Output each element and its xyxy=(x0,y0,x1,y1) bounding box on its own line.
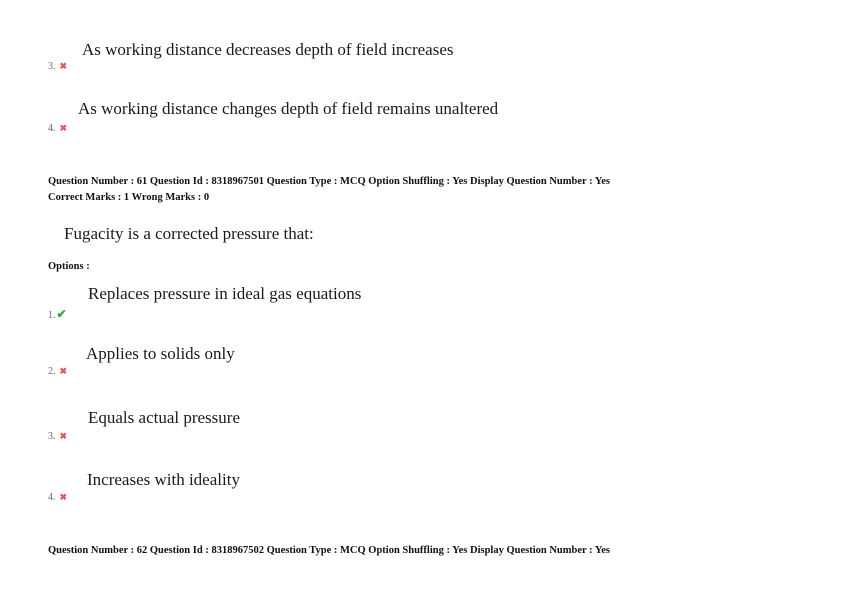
wrong-mark-icon: ✖ xyxy=(59,123,68,133)
correct-check-icon: ✔ xyxy=(56,307,67,321)
option-number: 3. xyxy=(48,431,56,442)
option-number: 1. xyxy=(48,310,56,321)
q61-option-2-text: Applies to solids only xyxy=(86,344,235,363)
wrong-mark-icon: ✖ xyxy=(59,492,68,502)
prev-option-3-text: As working distance decreases depth of field increases xyxy=(82,40,454,59)
q61-option-1-number xyxy=(48,307,67,322)
prev-option-4-text: As working distance changes depth of field remains unaltered xyxy=(78,99,499,118)
options-label: Options : xyxy=(48,261,90,272)
q61-option-3-text: Equals actual pressure xyxy=(88,408,240,427)
option-number: 4. xyxy=(48,123,56,134)
q61-option-1-text: Replaces pressure in ideal gas equations xyxy=(88,284,362,303)
option-number: 3. xyxy=(48,61,56,72)
prev-option-3-number xyxy=(48,61,67,72)
wrong-mark-icon: ✖ xyxy=(59,61,68,71)
q61-option-3-number xyxy=(48,431,67,442)
option-number: 4. xyxy=(48,492,56,503)
option-number: 2. xyxy=(48,366,56,377)
question-61-text: Fugacity is a corrected pressure that: xyxy=(64,224,314,243)
question-62-meta: Question Number : 62 Question Id : 8318967502 Question Type : MCQ Option Shuffling : Yes Display Question Number : Yes xyxy=(48,545,611,556)
wrong-mark-icon: ✖ xyxy=(59,366,68,376)
wrong-mark-icon: ✖ xyxy=(59,431,68,441)
q61-option-2-number xyxy=(48,366,67,377)
q61-option-4-number xyxy=(48,492,67,503)
question-61-meta: Question Number : 61 Question Id : 8318967501 Question Type : MCQ Option Shuffling : Yes Display Question Number : Yes xyxy=(48,176,611,187)
question-61-marks: Correct Marks : 1 Wrong Marks : 0 xyxy=(48,192,210,203)
prev-option-4-number xyxy=(48,123,67,134)
q61-option-4-text: Increases with ideality xyxy=(87,470,240,489)
